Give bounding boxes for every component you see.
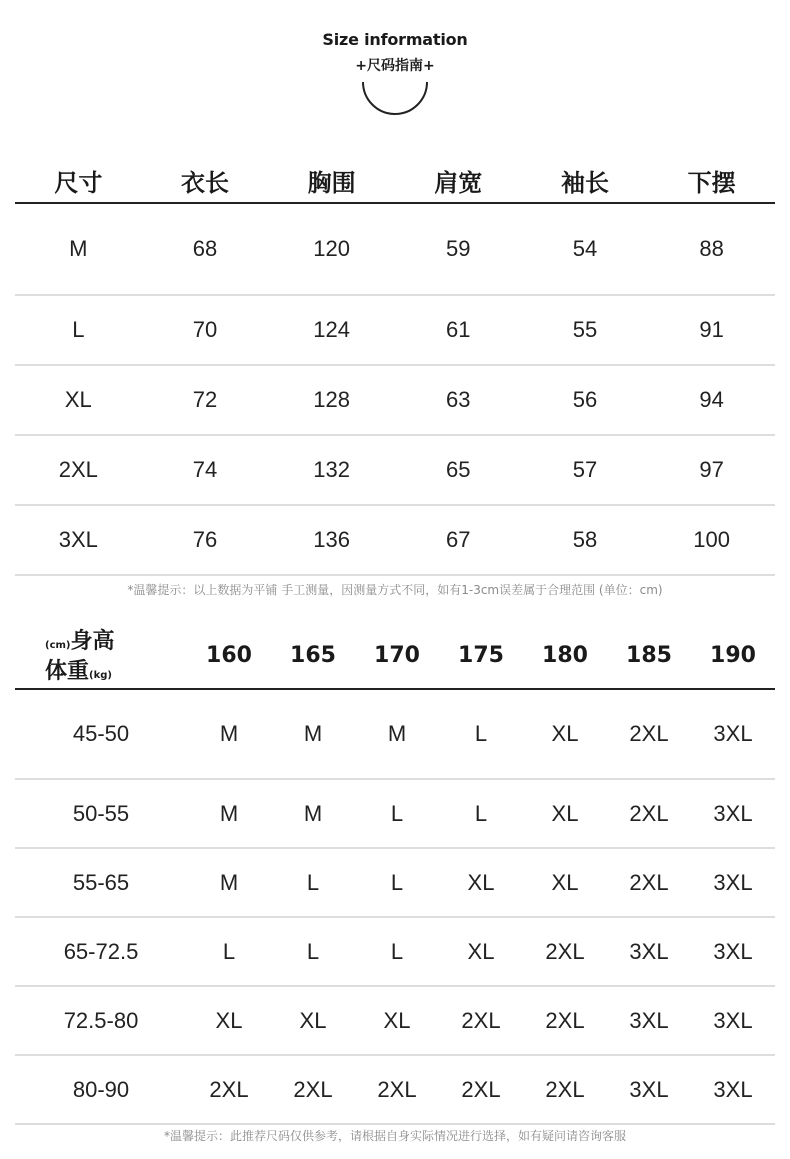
table-cell: 2XL [607,689,691,779]
page-header [0,30,790,75]
table-row [15,689,775,779]
table-cell: 58 [522,505,649,575]
weight-range: 65-72.5 [15,917,187,986]
table-row [15,848,775,917]
table-cell: L [355,917,439,986]
size-table-header [15,158,775,203]
corner-header [15,622,187,689]
table-cell: 3XL [15,505,142,575]
table-cell: XL [439,848,523,917]
table-cell: M [355,689,439,779]
column-header: 袖长 [522,158,649,203]
weight-range: 45-50 [15,689,187,779]
table-cell: 3XL [691,689,775,779]
table-cell: 67 [395,505,522,575]
table-cell: 3XL [607,1055,691,1124]
table-cell: 65 [395,435,522,505]
table-cell: 124 [268,295,395,365]
height-header: 190 [691,622,775,689]
table-cell: L [15,295,142,365]
table-cell: M [187,779,271,848]
table-cell: 2XL [271,1055,355,1124]
table-cell: L [187,917,271,986]
table-cell: 136 [268,505,395,575]
height-label: 身高 [70,629,115,654]
column-header: 肩宽 [395,158,522,203]
table-cell: XL [523,848,607,917]
title-english: Size information [322,30,468,49]
table-cell: 88 [648,203,775,295]
table-cell: 63 [395,365,522,435]
table-cell: L [439,689,523,779]
table-cell: M [187,848,271,917]
table-cell: 2XL [187,1055,271,1124]
weight-range: 55-65 [15,848,187,917]
table-cell: 3XL [691,917,775,986]
height-header: 180 [523,622,607,689]
weight-range: 50-55 [15,779,187,848]
table-cell: 68 [142,203,269,295]
size-recommendation-table [15,622,775,1125]
table-cell: 94 [648,365,775,435]
table-cell: 2XL [523,986,607,1055]
table-cell: M [271,689,355,779]
table-cell: 100 [648,505,775,575]
table-cell: 91 [648,295,775,365]
table-cell: M [271,779,355,848]
weight-range: 72.5-80 [15,986,187,1055]
table-cell: 120 [268,203,395,295]
table-cell: 2XL [439,1055,523,1124]
column-header: 胸围 [268,158,395,203]
table-cell: 61 [395,295,522,365]
table-row [15,435,775,505]
table-cell: 2XL [607,848,691,917]
table-row [15,986,775,1055]
table-cell: 2XL [523,1055,607,1124]
table-cell: 3XL [691,848,775,917]
table-cell: L [271,848,355,917]
table-row [15,917,775,986]
table-cell: L [355,779,439,848]
table-cell: 3XL [691,1055,775,1124]
table-cell: L [355,848,439,917]
table-row [15,295,775,365]
decorative-arc-icon [361,80,429,116]
table-row [15,365,775,435]
recommendation-note: *温馨提示：此推荐尺码仅供参考，请根据自身实际情况进行选择，如有疑问请咨询客服 [163,1129,626,1143]
table-cell: 2XL [439,986,523,1055]
size-table [15,158,775,576]
height-header: 160 [187,622,271,689]
table-cell: XL [523,779,607,848]
table-cell: M [187,689,271,779]
table-cell: 97 [648,435,775,505]
table-cell: 132 [268,435,395,505]
table-cell: 3XL [607,986,691,1055]
table-cell: XL [439,917,523,986]
table-cell: 3XL [691,986,775,1055]
column-header: 尺寸 [15,158,142,203]
table-row [15,779,775,848]
table-cell: 55 [522,295,649,365]
weight-range: 80-90 [15,1055,187,1124]
table-cell: XL [355,986,439,1055]
column-header: 衣长 [142,158,269,203]
table-cell: L [271,917,355,986]
table-cell: 2XL [355,1055,439,1124]
table-cell: L [439,779,523,848]
table-cell: M [15,203,142,295]
table-cell: 59 [395,203,522,295]
table-cell: 76 [142,505,269,575]
table-cell: XL [187,986,271,1055]
table-row [15,203,775,295]
weight-unit: (kg) [89,670,112,681]
height-header: 185 [607,622,691,689]
table-row [15,1055,775,1124]
recommendation-header [15,622,775,689]
height-header: 170 [355,622,439,689]
height-header: 165 [271,622,355,689]
table-cell: 70 [142,295,269,365]
table-cell: 57 [522,435,649,505]
table-cell: 54 [522,203,649,295]
table-cell: XL [523,689,607,779]
height-unit: (cm) [45,640,71,651]
weight-label: 体重 [45,659,90,684]
table-cell: 74 [142,435,269,505]
height-header: 175 [439,622,523,689]
table-row [15,505,775,575]
table-cell: 2XL [15,435,142,505]
title-chinese: +尺码指南+ [355,58,435,74]
table-cell: 56 [522,365,649,435]
table-cell: 128 [268,365,395,435]
measurement-note: *温馨提示：以上数据为平铺 手工测量，因测量方式不同，如有1-3cm误差属于合理范围 (单位：cm) [127,583,663,597]
table-cell: 3XL [691,779,775,848]
table-cell: 2XL [523,917,607,986]
column-header: 下摆 [648,158,775,203]
table-cell: XL [15,365,142,435]
table-cell: 2XL [607,779,691,848]
table-cell: 3XL [607,917,691,986]
table-cell: 72 [142,365,269,435]
table-cell: XL [271,986,355,1055]
